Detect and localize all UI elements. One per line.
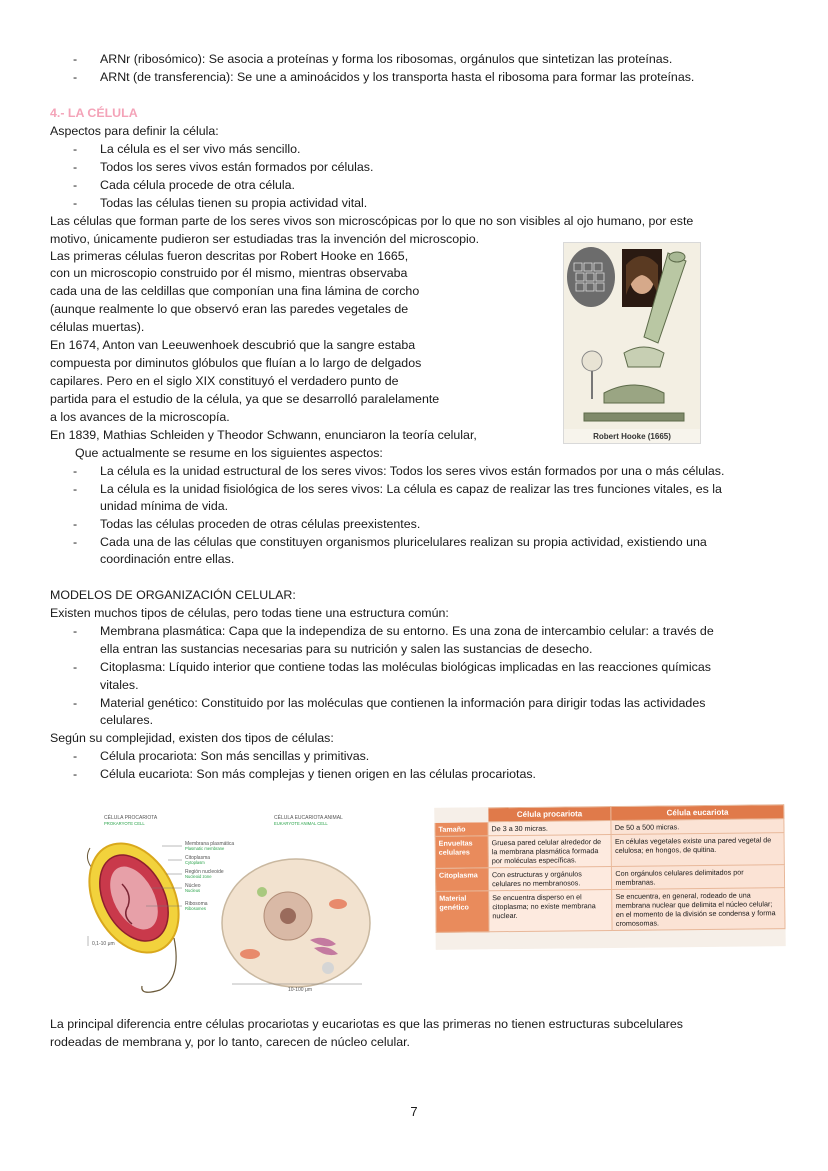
eukaryote-cell-shape [222,859,370,987]
label-nucleo: Núcleo [185,883,201,889]
para-line: a los avances de la microscopía. [50,410,230,424]
table-cell: Se encuentra disperso en el citoplasma; no existe membrana nuclear. [489,889,613,931]
cell-type-item: Célula procariota: Son más sencillas y primitivas. [100,749,370,763]
structure-item: Membrana plasmática: Capa que la independiza de su entorno. Es una zona de intercambio celular: a través de [100,624,714,638]
table-corner [435,808,488,823]
bullet-arnt: ARNt (de transferencia): Se une a aminoácidos y los transporta hasta el ribosoma para formar las proteínas. [100,70,695,84]
label-membrana-en: Plasmatic membrane [185,846,225,851]
table-row-label: Envueltas celulares [435,836,488,869]
table-header-euk: Célula eucariota [611,805,784,821]
para-line: (aunque realmente lo que observó eran las paredes vegetales de [50,302,409,316]
table-cell: De 3 a 30 micras. [488,820,612,835]
table-row-label: Citoplasma [435,868,488,892]
theory-point: La célula es la unidad fisiológica de los seres vivos: La célula es capaz de realizar las tres funciones vitales, es la [100,482,722,496]
scale-euk: 10-100 μm [288,987,313,993]
prok-title: CÉLULA PROCARIOTA [104,815,158,821]
table-cell: De 50 a 500 micras. [611,819,784,835]
para-line: Las primeras células fueron descritas por Robert Hooke en 1665, [50,249,409,263]
prokaryote-cell-shape [82,828,197,992]
table-cell: Gruesa pared celular alrededor de la membrana plasmática formada por moléculas específicas. [488,834,612,867]
aspect-item: Cada célula procede de otra célula. [100,178,295,192]
cell-diagram-svg [82,808,400,994]
complexity-intro: Según su complejidad, existen dos tipos de células: [50,731,334,745]
euk-title-en: EUKARYOTE ANIMAL CELL [274,821,328,826]
bullet-dash: - [73,142,78,156]
conclusion-line: rodeadas de membrana y, por lo tanto, carecen de núcleo celular. [50,1035,411,1049]
bullet-arnr: ARNr (ribosómico): Se asocia a proteínas y forma los ribosomas, orgánulos que sintetizan las proteínas. [100,52,673,66]
label-nucleoide: Región nucleoide [185,869,224,875]
label-nucleoide-en: Nucleoid zone [185,874,212,879]
table-header-prok: Célula procariota [488,806,612,821]
table-cell: En células vegetales existe una pared vegetal de celulosa; en hongos, de quitina. [611,833,784,867]
para-line: En 1674, Anton van Leeuwenhoek descubrió que la sangre estaba [50,338,416,352]
para-line: células muertas). [50,320,145,334]
table-cell: Con orgánulos celulares delimitados por membranas. [612,865,785,890]
aspects-intro: Aspectos para definir la célula: [50,124,219,138]
label-citoplasma: Citoplasma [185,855,211,861]
table-row-label: Material genético [436,891,489,933]
para-line: motivo, únicamente pudieron ser estudiadas tras la invención del microscopio. [50,232,480,246]
bullet-dash: - [73,196,78,210]
bullet-dash: - [73,178,78,192]
aspect-item: Todas las células tienen su propia actividad vital. [100,196,368,210]
table-row [435,833,784,869]
section-title: 4.- LA CÉLULA [50,106,138,120]
bullet-dash: - [73,660,78,674]
bullet-dash: - [73,767,78,781]
conclusion-line: La principal diferencia entre células procariotas y eucariotas es que las primeras no tienen estructuras subcelulares [50,1017,683,1031]
bullet-dash: - [73,464,78,478]
table-cell: Con estructuras y orgánulos celulares no membranosos. [488,866,612,890]
hooke-figure [563,242,701,444]
theory-point-cont: coordinación entre ellas. [100,552,235,566]
label-nucleo-en: Nucleus [185,888,201,893]
prok-title-en: PROKARYOTE CELL [104,821,145,826]
aspect-item: La célula es el ser vivo más sencillo. [100,142,301,156]
theory-point: Cada una de las células que constituyen organismos pluricelulares realizan su propia actividad, existiendo una [100,535,707,549]
para-line: partida para el estudio de la célula, ya que se desarrolló paralelamente [50,392,440,406]
bullet-dash: - [73,160,78,174]
bullet-dash: - [73,535,78,549]
table-row [436,888,785,933]
bullet-dash: - [73,624,78,638]
para-line: En 1839, Mathias Schleiden y Theodor Schwann, enunciaron la teoría celular, [50,428,477,442]
cell-diagram [82,808,400,994]
label-membrana: Membrana plasmática [185,841,235,847]
para-line: Las células que forman parte de los seres vivos son microscópicas por lo que no son visibles al ojo humano, por este [50,214,694,228]
table-row-label: Tamaño [435,822,488,837]
bullet-dash: - [73,70,78,84]
table-cell: Se encuentra, en general, rodeado de una membrana nuclear que delimita el núcleo celular; en el momento de la división se condensa y forma cromosomas. [612,888,785,931]
bullet-dash: - [73,749,78,763]
label-citoplasma-en: Cytoplasm [185,860,205,865]
page-number: 7 [410,1104,418,1119]
para-line: con un microscopio construido por él mismo, mientras observaba [50,266,408,280]
comparison-table-photo [434,804,785,950]
bullet-dash: - [73,517,78,531]
aspect-item: Todos los seres vivos están formados por células. [100,160,374,174]
structure-item: Material genético: Constituido por las moléculas que contienen la información para dirigir todas las actividades [100,696,706,710]
bullet-dash: - [73,482,78,496]
para-line: compuesta por diminutos glóbulos que fluían a lo largo de delgados [50,356,422,370]
models-intro: Existen muchos tipos de células, pero todas tiene una estructura común: [50,606,449,620]
bullet-dash: - [73,52,78,66]
hooke-illustration [564,243,700,429]
structure-item-cont: vitales. [100,678,139,692]
label-ribosoma: Ribosoma [185,901,208,907]
para-line: capilares. Pero en el siglo XIX constituyó el verdadero punto de [50,374,399,388]
para-line: cada una de las celdillas que componían una fina lámina de corcho [50,284,420,298]
euk-title: CÉLULA EUCARIOTA ANIMAL [274,815,343,821]
theory-point-cont: unidad mínima de vida. [100,499,229,513]
theory-point: La célula es la unidad estructural de los seres vivos: Todos los seres vivos están formados por una o más células. [100,464,725,478]
scale-prok: 0,1-10 μm [92,941,115,947]
comparison-table [434,804,785,933]
structure-item-cont: ella entran las sustancias necesarias para su nutrición y salen las sustancias de desecho. [100,642,593,656]
structure-item-cont: celulares. [100,713,154,727]
para-line: Que actualmente se resume en los siguientes aspectos: [75,446,383,460]
models-title: MODELOS DE ORGANIZACIÓN CELULAR: [50,588,296,602]
structure-item: Citoplasma: Líquido interior que contiene todas las moléculas biológicas implicadas en las reacciones químicas [100,660,711,674]
label-ribosoma-en: Ribosomes [185,906,206,911]
cell-type-item: Célula eucariota: Son más complejas y tienen origen en las células procariotas. [100,767,536,781]
bullet-dash: - [73,696,78,710]
hooke-caption: Robert Hooke (1665) [593,432,671,441]
theory-point: Todas las células proceden de otras células preexistentes. [100,517,421,531]
